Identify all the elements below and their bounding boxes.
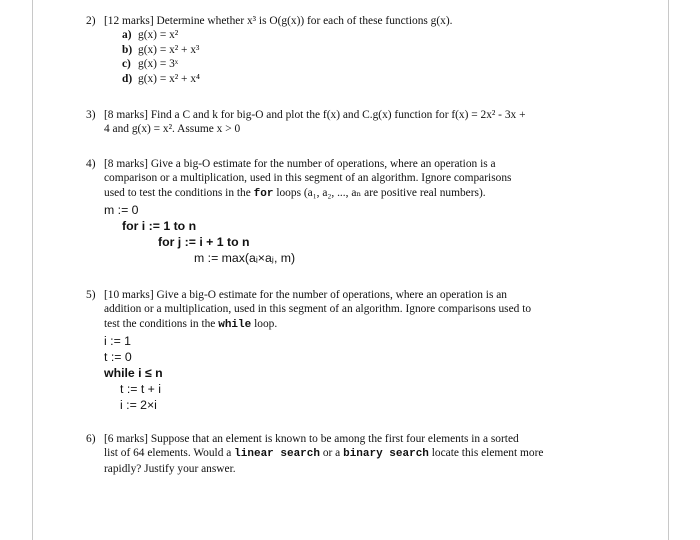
question-text-line [104, 186, 511, 201]
question-text-line: comparison or a multiplication, used in this segment of an algorithm. Ignore comparisons [104, 172, 512, 185]
code-line: while i ≤ n [104, 366, 163, 381]
code-line: t := 0 [104, 350, 132, 365]
text-fragment: list of 64 elements. Would a [104, 447, 235, 460]
question-4 [86, 157, 511, 266]
option-label: c) [122, 58, 131, 71]
question-number: 2) [86, 15, 96, 27]
question-stem: [12 marks] Determine whether x³ is O(g(x)) for each of these functions g(x). [104, 15, 453, 27]
question-text-line [104, 317, 531, 332]
question-6 [86, 432, 543, 476]
option-label: b) [122, 43, 133, 56]
option-label: a) [122, 29, 132, 42]
option-text: g(x) = 3ˣ [138, 58, 179, 71]
page-border-left [32, 0, 33, 540]
question-number: 3) [86, 109, 96, 121]
question-text-line: 4 and g(x) = x². Assume x > 0 [104, 123, 241, 136]
question-number: 6) [86, 433, 96, 445]
option-text: g(x) = x² [138, 29, 179, 42]
code-block [104, 333, 531, 413]
keyword-binary-search: binary search [343, 448, 429, 461]
question-number: 4) [86, 158, 96, 170]
question-text-line [104, 446, 543, 461]
code-block [104, 202, 511, 266]
code-line: i := 2×i [120, 398, 157, 413]
option-text: g(x) = x² + x³ [138, 43, 200, 56]
option-b [104, 43, 453, 57]
text-fragment: loop. [251, 317, 278, 330]
keyword-for: for [253, 187, 274, 200]
code-line: m := max(aᵢ×aⱼ, m) [194, 251, 296, 266]
code-line: for i := 1 to n [122, 219, 197, 234]
text-fragment: or a [320, 447, 344, 460]
question-text-line: [10 marks] Give a big-O estimate for the number of operations, where an operation is an [104, 289, 507, 301]
page-border-right [668, 0, 669, 540]
text-fragment: used to test the conditions in the [104, 186, 254, 199]
option-d [104, 72, 453, 86]
keyword-while: while [218, 318, 252, 331]
option-label: d) [122, 72, 133, 85]
text-fragment: loops (a₁, a₂, ..., aₙ are positive real numbers). [273, 186, 486, 199]
code-line: t := t + i [120, 382, 162, 397]
question-number: 5) [86, 289, 96, 301]
option-c [104, 57, 453, 71]
keyword-linear-search: linear search [234, 448, 320, 461]
question-text-line: rapidly? Justify your answer. [104, 462, 236, 475]
question-5 [86, 288, 531, 413]
option-a [104, 28, 453, 42]
code-line: i := 1 [104, 334, 132, 349]
option-text: g(x) = x² + x⁴ [138, 72, 200, 85]
text-fragment: locate this element more [428, 447, 544, 460]
code-line: m := 0 [104, 203, 139, 218]
question-text-line: addition or a multiplication, used in this segment of an algorithm. Ignore comparisons used to [104, 303, 532, 316]
question-2 [86, 14, 453, 86]
code-line: for j := i + 1 to n [158, 235, 250, 250]
text-fragment: test the conditions in the [104, 317, 219, 330]
question-text-line: [8 marks] Find a C and k for big-O and plot the f(x) and C.g(x) function for f(x) = 2x² - 3x + [104, 109, 526, 121]
question-text-line: [6 marks] Suppose that an element is known to be among the first four elements in a sorted [104, 433, 519, 445]
question-3 [86, 108, 526, 137]
question-text-line: [8 marks] Give a big-O estimate for the number of operations, where an operation is a [104, 158, 496, 170]
